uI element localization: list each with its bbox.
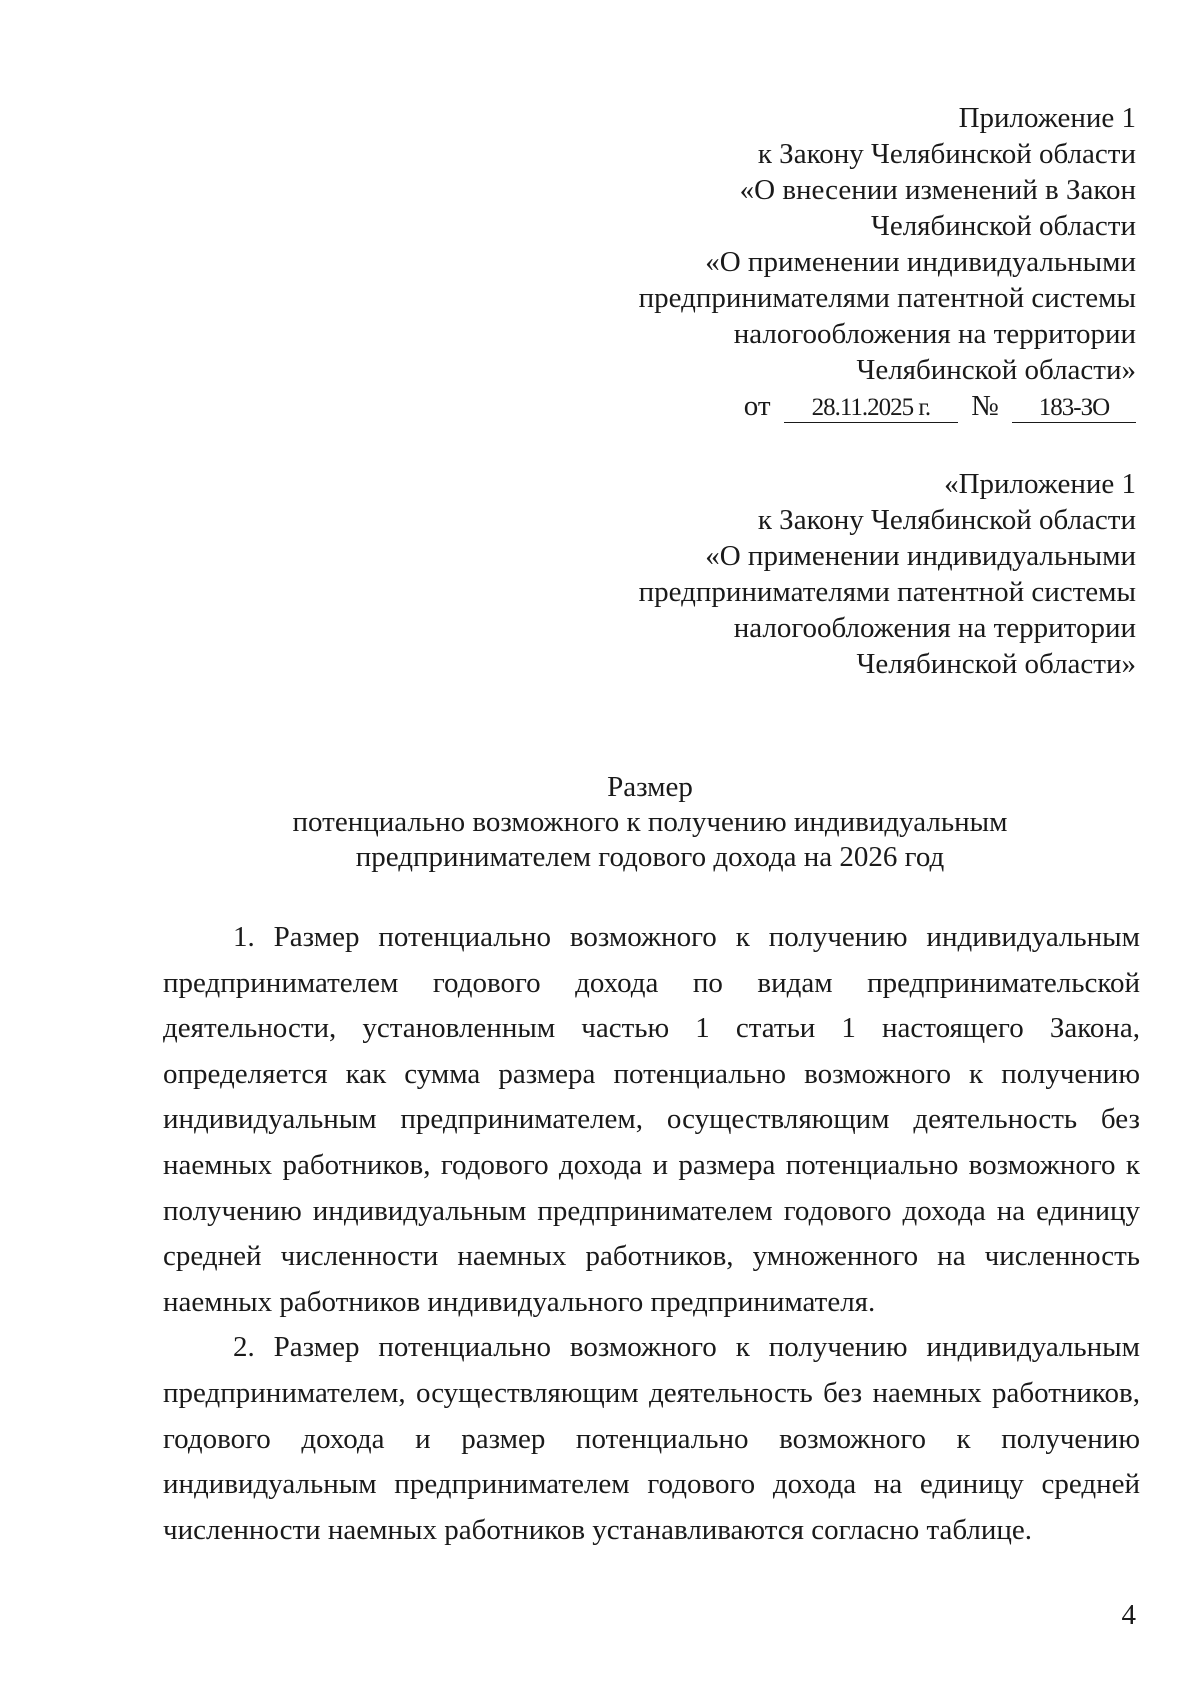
appendix-header-line: Челябинской области xyxy=(870,210,1136,242)
quoted-header-line: «О применении индивидуальными xyxy=(705,540,1136,572)
paragraph-1: 1. Размер потенциально возможного к получению индивидуальным предпринимателем годового дохода по видам предпринимательской деятельности, установленным частью 1 статьи 1 настоящего Закона, определяется как сумма размера потенциально возможного к получению индивидуальным предпринимателем, осуществляющим деятельность без наемных работников, годового дохода и размера потенциально возможного к получению индивидуальным предпринимателем годового дохода на единицу средней численности наемных работников, умноженного на численность наемных работников индивидуального предпринимателя. xyxy=(163,921,1140,1318)
law-date-number-line xyxy=(516,388,1136,424)
quoted-header-line: «Приложение 1 xyxy=(944,468,1136,500)
appendix-header-line: Челябинской области» xyxy=(856,354,1136,386)
document-title xyxy=(160,770,1140,875)
paragraph-2: 2. Размер потенциально возможного к получению индивидуальным предпринимателем, осуществляющим деятельность без наемных работников, годового дохода и размер потенциально возможного к получению индивидуальным предпринимателем годового дохода на единицу средней численности наемных работников устанавливаются согласно таблице. xyxy=(163,1331,1140,1546)
document-body xyxy=(163,915,1140,1553)
appendix-header-line: «О применении индивидуальными xyxy=(705,246,1136,278)
quoted-header-line: налогообложения на территории xyxy=(733,612,1136,644)
title-line: потенциально возможного к получению индивидуальным xyxy=(292,806,1008,838)
page-number: 4 xyxy=(1121,1599,1136,1631)
title-line: предпринимателем годового дохода на 2026 год xyxy=(355,841,945,873)
date-prefix: от xyxy=(743,390,771,422)
quoted-header-line: предпринимателями патентной системы xyxy=(638,576,1136,608)
appendix-header-line: к Закону Челябинской области xyxy=(757,138,1136,170)
appendix-header-line: Приложение 1 xyxy=(958,102,1136,134)
quoted-appendix-header xyxy=(516,466,1136,682)
number-prefix: № xyxy=(971,390,999,422)
quoted-header-line: к Закону Челябинской области xyxy=(757,504,1136,536)
appendix-header xyxy=(516,100,1136,424)
appendix-header-line: налогообложения на территории xyxy=(733,318,1136,350)
law-date: 28.11.2025 г. xyxy=(784,394,958,423)
quoted-header-line: Челябинской области» xyxy=(856,648,1136,680)
appendix-header-line: «О внесении изменений в Закон xyxy=(739,174,1136,206)
appendix-header-line: предпринимателями патентной системы xyxy=(638,282,1136,314)
title-line: Размер xyxy=(607,771,693,803)
law-number: 183-ЗО xyxy=(1012,394,1136,423)
